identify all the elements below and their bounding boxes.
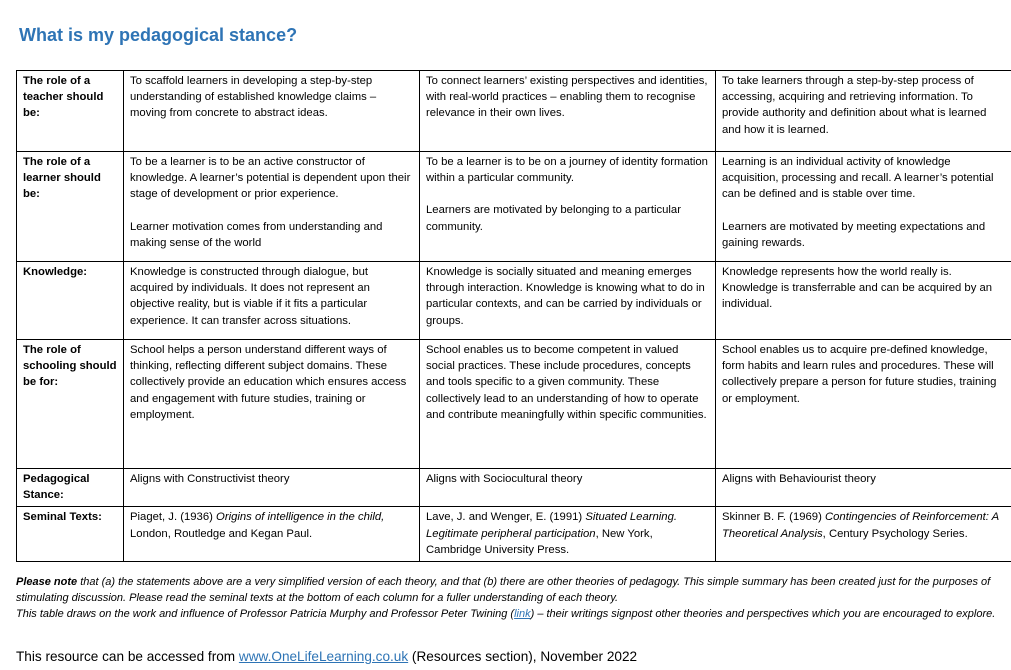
row-header-teacher-role: The role of a teacher should be: xyxy=(17,71,124,152)
table-row xyxy=(17,152,1011,262)
table-cell xyxy=(716,469,1011,507)
page-title: What is my pedagogical stance? xyxy=(19,25,298,45)
row-header-seminal-texts: Seminal Texts: xyxy=(17,507,124,562)
cell-paragraph: Learners are motivated by meeting expectations and gaining rewards. xyxy=(722,220,986,249)
cell-paragraph: To connect learners’ existing perspectives and identities, with real-world practices – enabling them to recognise relevance in their own lives. xyxy=(426,75,708,120)
seminal-text-behaviourist xyxy=(716,507,1011,562)
table-cell xyxy=(420,71,716,152)
cell-paragraph: Learning is an individual activity of knowledge acquisition, processing and recall. A learner’s potential can be defined and is stable over time. xyxy=(722,156,994,201)
row-header-schooling-role: The role of schooling should be for: xyxy=(17,340,124,469)
please-note-label: Please note xyxy=(16,576,78,588)
please-note-text: that (a) the statements above are a very simplified version of each theory, and that (b) there are other theories of pedagogy. This simple summary has been created just for the purposes of stimulating discussion. Please read the seminal texts at the bottom of each column for a fuller understanding of each theory. xyxy=(16,576,991,605)
cell-paragraph: School enables us to acquire pre-defined knowledge, form habits and learn rules and procedures. These will collectively prepare a person for future studies, training or employment. xyxy=(722,344,997,405)
footer xyxy=(16,648,637,666)
cell-paragraph: To be a learner is to be on a journey of identity formation within a particular community. xyxy=(426,156,708,185)
cell-paragraph: Learner motivation comes from understanding and making sense of the world xyxy=(130,220,383,249)
acknowledgement-text: This table draws on the work and influence of Professor Patricia Murphy and Professor Peter Twining ( xyxy=(16,608,515,621)
citation-title: Contingencies of Reinforcement: A Theoretical Analysis xyxy=(722,511,999,540)
notes-section xyxy=(16,574,1006,623)
cell-paragraph: Aligns with Behaviourist theory xyxy=(722,473,876,485)
cell-paragraph: Aligns with Sociocultural theory xyxy=(426,473,583,485)
table-cell xyxy=(124,340,420,469)
cell-paragraph: To take learners through a step-by-step process of accessing, acquiring and retrieving information. To provide authority and definition about what is learned and how it is learned. xyxy=(722,75,987,136)
row-header-knowledge: Knowledge: xyxy=(17,262,124,340)
table-cell xyxy=(420,262,716,340)
table-cell xyxy=(420,340,716,469)
table-cell xyxy=(716,71,1011,152)
acknowledgement-paragraph xyxy=(16,606,1006,622)
citation-publisher: , New York, Cambridge University Press. xyxy=(426,527,653,556)
citation-publisher: , Century Psychology Series. xyxy=(822,527,968,540)
table-cell xyxy=(420,469,716,507)
table-row xyxy=(17,507,1011,562)
cell-paragraph: Learners are motivated by belonging to a particular community. xyxy=(426,204,681,233)
cell-paragraph: School helps a person understand different ways of thinking, reflecting different subject domains. These collectively provide an education which ensures access and engagement with future studies, training or employment. xyxy=(130,344,407,421)
please-note-paragraph xyxy=(16,574,1006,606)
row-header-pedagogical-stance: Pedagogical Stance: xyxy=(17,469,124,507)
table-cell xyxy=(124,262,420,340)
table-row xyxy=(17,469,1011,507)
twining-link[interactable]: link xyxy=(514,608,531,621)
footer-text-end: (Resources section), November 2022 xyxy=(408,649,638,664)
table-cell xyxy=(124,152,420,262)
seminal-text-constructivist xyxy=(124,507,420,562)
citation-publisher: London, Routledge and Kegan Paul. xyxy=(130,527,313,540)
cell-paragraph: To scaffold learners in developing a step-by-step understanding of established knowledge claims – moving from concrete to abstract ideas. xyxy=(130,75,377,120)
table-row xyxy=(17,262,1011,340)
cell-paragraph: Knowledge is constructed through dialogue, but acquired by individuals. It does not represent an objective reality, but is viable if it fits a particular experience. It can transfer across situations. xyxy=(130,266,370,327)
cell-paragraph: Knowledge represents how the world really is. Knowledge is transferrable and can be acquired by an individual. xyxy=(722,266,993,311)
acknowledgement-text-end: ) – their writings signpost other theories and perspectives which you are encouraged to explore. xyxy=(530,608,996,621)
row-header-learner-role: The role of a learner should be: xyxy=(17,152,124,262)
seminal-text-sociocultural xyxy=(420,507,716,562)
onelifelearning-link[interactable]: www.OneLifeLearning.co.uk xyxy=(238,649,409,664)
citation-authors: Lave, J. and Wenger, E. (1991) xyxy=(426,511,586,524)
table-row xyxy=(17,71,1011,152)
citation-authors: Skinner B. F. (1969) xyxy=(722,511,825,524)
citation-title: Origins of intelligence in the child, xyxy=(216,511,385,524)
cell-paragraph: To be a learner is to be an active constructor of knowledge. A learner’s potential is dependent upon their stage of development or prior experience. xyxy=(130,156,411,201)
table-cell xyxy=(124,469,420,507)
cell-paragraph: School enables us to become competent in valued social practices. These include procedures, concepts and tools specific to a given community. These collectively lead to an understanding of how to operate and contribute meaningfully within specific communities. xyxy=(426,344,707,421)
footer-text: This resource can be accessed from xyxy=(16,649,239,664)
table-row xyxy=(17,340,1011,469)
pedagogy-table xyxy=(16,70,1011,562)
cell-paragraph: Knowledge is socially situated and meaning emerges through interaction. Knowledge is knowing what to do in particular contexts, and can be carried by individuals or groups. xyxy=(426,266,705,327)
table-cell xyxy=(716,262,1011,340)
table-cell xyxy=(716,152,1011,262)
table-cell xyxy=(716,340,1011,469)
table-cell xyxy=(124,71,420,152)
citation-authors: Piaget, J. (1936) xyxy=(130,511,217,524)
cell-paragraph: Aligns with Constructivist theory xyxy=(130,473,290,485)
citation-title: Situated Learning. Legitimate peripheral participation xyxy=(426,511,678,540)
table-cell xyxy=(420,152,716,262)
